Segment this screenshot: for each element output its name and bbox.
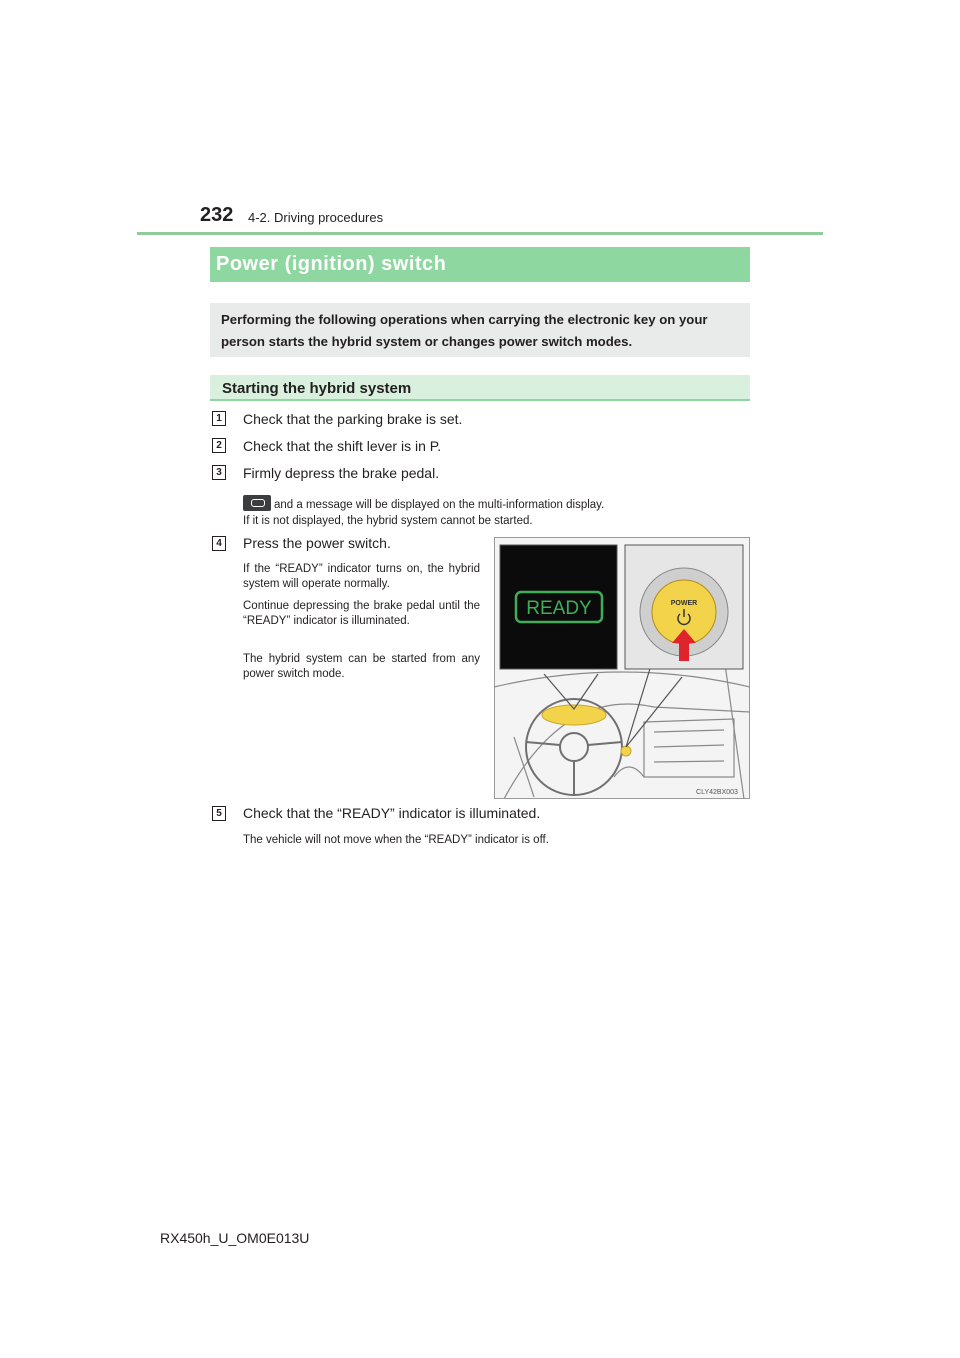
step-number-3: 3 (212, 465, 226, 480)
step-3-note-1 (243, 495, 604, 513)
power-switch-illustration (494, 537, 750, 799)
step-4-note-3: The hybrid system can be started from any power switch mode. (243, 653, 480, 680)
step-5-text: Check that the “READY” indicator is illuminated. (243, 805, 541, 821)
brake-pedal-icon (243, 495, 271, 511)
step-number-4: 4 (212, 536, 226, 551)
ready-indicator-label: READY (526, 598, 592, 619)
step-3-note-1-text: and a message will be displayed on the multi-information display. (274, 499, 605, 511)
step-4-note-1: If the “READY” indicator turns on, the hybrid system will operate normally. (243, 563, 480, 590)
power-switch-spot (621, 746, 631, 756)
step-1-text: Check that the parking brake is set. (243, 411, 463, 427)
illustration-code: CLY42BX003 (696, 789, 738, 796)
page-number: 232 (200, 204, 234, 226)
step-number-5: 5 (212, 806, 226, 821)
section-reference: 4-2. Driving procedures (248, 210, 384, 225)
subsection-title: Starting the hybrid system (222, 380, 412, 397)
intro-text: Performing the following operations when carrying the electronic key on your person starts the hybrid system or changes power switch modes. (221, 312, 708, 349)
step-number-1: 1 (212, 411, 226, 426)
step-number-2: 2 (212, 438, 226, 453)
step-3-note-2: If it is not displayed, the hybrid system cannot be started. (243, 515, 533, 527)
step-5-note: The vehicle will not move when the “READY” indicator is off. (243, 834, 549, 846)
step-4-note-2: Continue depressing the brake pedal until the “READY” indicator is illuminated. (243, 600, 480, 627)
step-4-text: Press the power switch. (243, 535, 391, 551)
power-button-label: POWER (670, 600, 698, 607)
step-2-text: Check that the shift lever is in P. (243, 438, 442, 454)
step-3-text: Firmly depress the brake pedal. (243, 465, 440, 481)
page-title: Power (ignition) switch (216, 253, 447, 275)
document-code: RX450h_U_OM0E013U (160, 1230, 310, 1246)
header-rule (137, 232, 823, 235)
